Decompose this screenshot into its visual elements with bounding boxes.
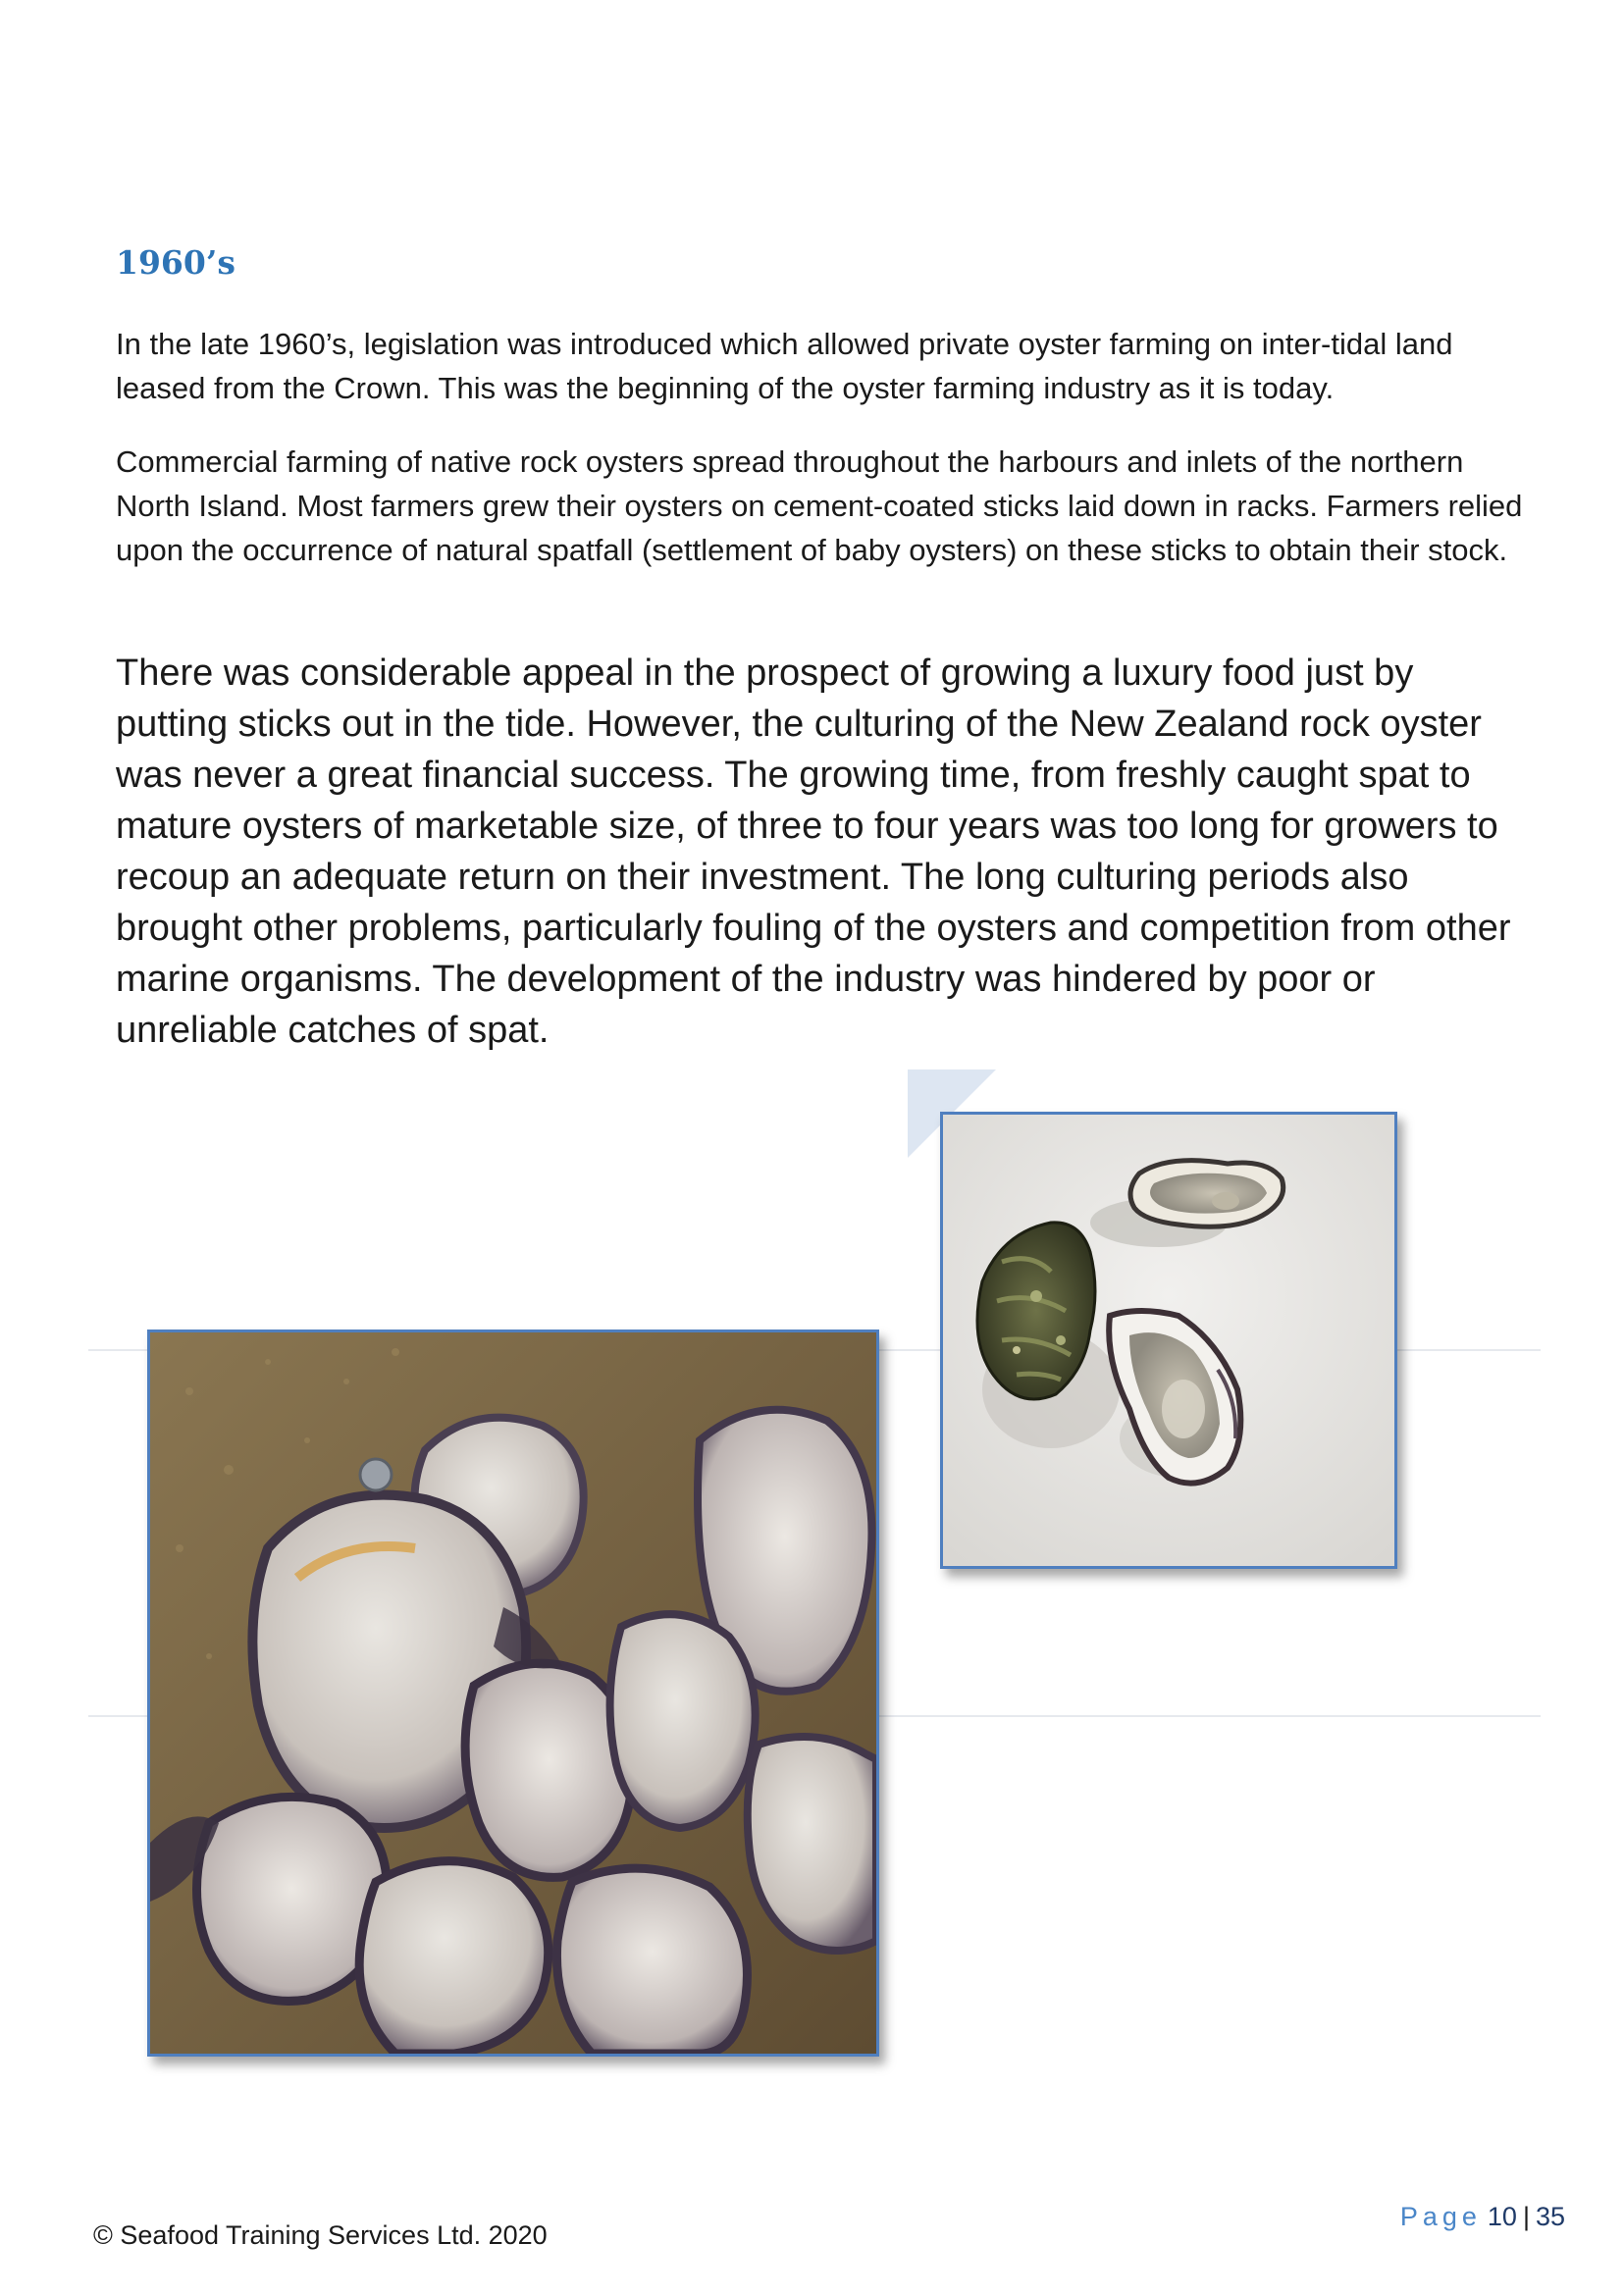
page-label: Page	[1399, 2202, 1482, 2231]
rock-oysters-cluster-illustration	[150, 1332, 876, 2054]
page-number: 10	[1487, 2202, 1517, 2231]
paragraph-commercial-farming: Commercial farming of native rock oysters spread throughout the harbours and inlets of the northern North Island. Most farmers grew their oysters on cement-coated sticks laid down in racks. Farmers relied upon the occurrence of natural spatfall (settlement of baby oysters) on these sticks to obtain their stock.	[116, 444, 1523, 567]
paragraph-legislation: In the late 1960’s, legislation was introduced which allowed private oyster farming on inter-tidal land leased from the Crown. This was the beginning of the oyster farming industry as it is today.	[116, 327, 1453, 405]
paragraph-appeal: There was considerable appeal in the prospect of growing a luxury food just by putting sticks out in the tide. However, the culturing of the New Zealand rock oyster was never a great financial success. The growing time, from freshly caught spat to mature oysters of marketable size, of three to four years was too long for growers to recoup an adequate return on their investment. The long culturing periods also brought other problems, particularly fouling of the oysters and competition from other marine organisms. The development of the industry was hindered by poor or unreliable catches of spat.	[116, 652, 1511, 1051]
rock-oysters-cluster-photo	[147, 1330, 879, 2057]
footer-copyright: © Seafood Training Services Ltd. 2020	[93, 2220, 548, 2250]
footer-page-indicator	[1400, 2202, 1565, 2232]
oysters-on-table-photo	[940, 1112, 1397, 1569]
oysters-on-table-illustration	[943, 1115, 1394, 1566]
section-heading: 1960’s	[116, 243, 236, 282]
page-separator: |	[1522, 2202, 1530, 2231]
page-total: 35	[1535, 2202, 1565, 2231]
